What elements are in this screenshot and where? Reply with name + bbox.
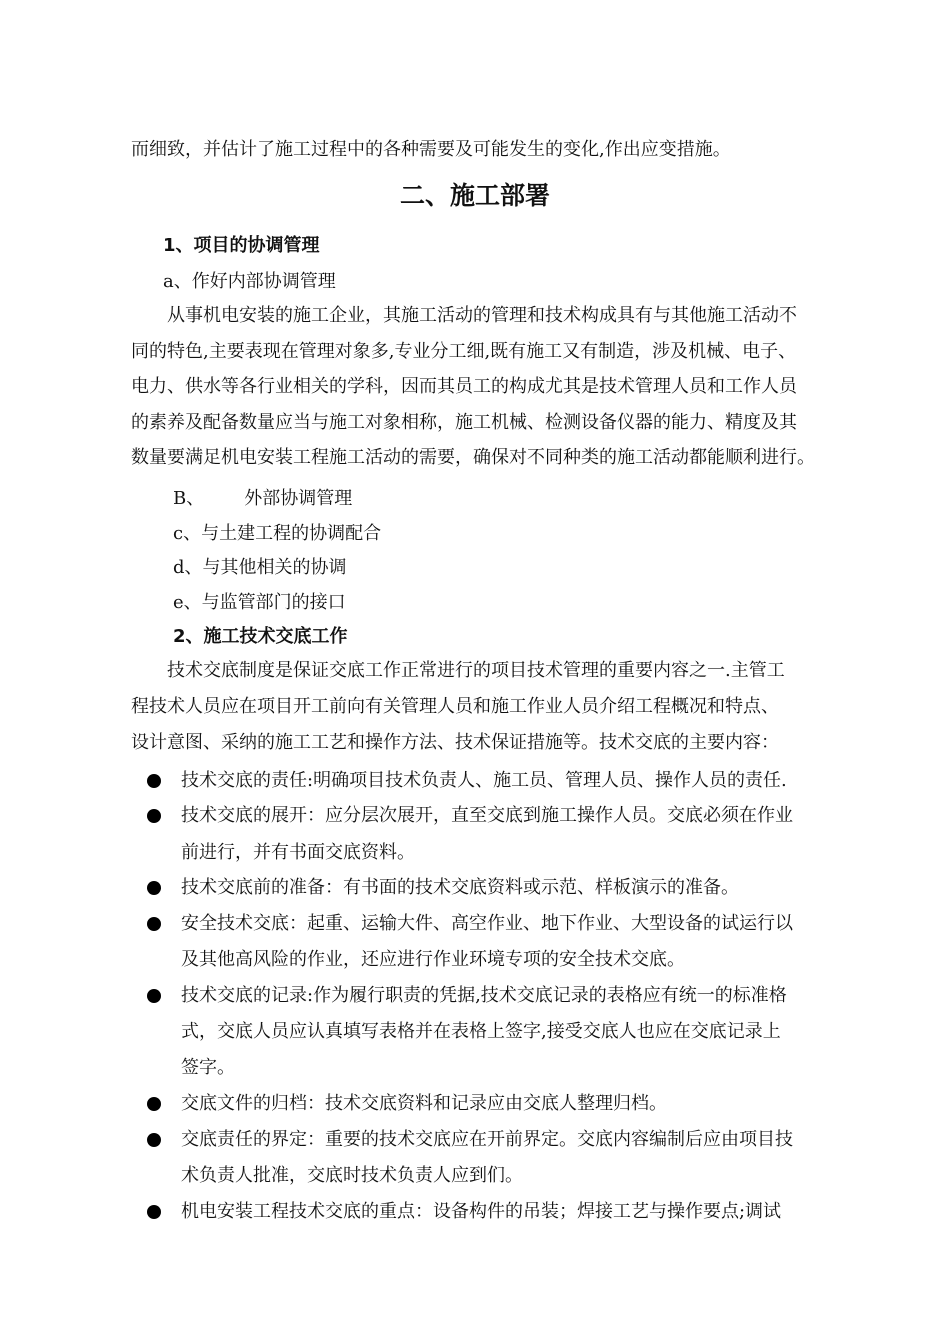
bullet-text: 技术交底的展开：应分层次展开，直至交底到施工操作人员。交底必须在作业 [181, 805, 793, 826]
sub-item-b-label: B、 [173, 488, 205, 509]
bullet-text: 机电安装工程技术交底的重点：设备构件的吊装；焊接工艺与操作要点;调试 [181, 1201, 782, 1222]
sub-item-c: c、与土建工程的协调配合 [173, 523, 382, 544]
bullet-text: 技术交底的责任:明确项目技术负责人、施工员、管理人员、操作人员的责任. [181, 770, 787, 791]
bullet-text: 交底责任的界定：重要的技术交底应在开前界定。交底内容编制后应由项目技 [181, 1129, 793, 1150]
bullet-text: 及其他高风险的作业，还应进行作业环境专项的安全技术交底。 [181, 949, 685, 970]
bullet-dot [147, 1205, 161, 1219]
sub-item-b-text: 外部协调管理 [244, 488, 353, 509]
bullet-dot [147, 809, 161, 823]
bullet-text: 前进行，并有书面交底资料。 [181, 842, 415, 863]
paragraph-line: 程技术人员应在项目开工前向有关管理人员和施工作业人员介绍工程概况和特点、 [131, 696, 779, 717]
sub-item-e: e、与监管部门的接口 [173, 592, 346, 613]
heading-tech-briefing: 2、施工技术交底工作 [173, 626, 348, 647]
bullet-text: 安全技术交底：起重、运输大件、高空作业、地下作业、大型设备的试运行以 [181, 913, 793, 934]
paragraph-line: 数量要满足机电安装工程施工活动的需要，确保对不同种类的施工活动都能顺利进行。 [131, 447, 815, 468]
paragraph-line: 设计意图、采纳的施工工艺和操作方法、技术保证措施等。技术交底的主要内容： [131, 732, 779, 753]
sub-item-a: a、作好内部协调管理 [163, 271, 336, 292]
section-title: 二、施工部署 [399, 181, 550, 210]
sub-item-b [173, 487, 352, 511]
heading-project-coordination: 1、项目的协调管理 [163, 235, 320, 256]
bullet-text: 术负责人批准，交底时技术负责人应到们。 [181, 1165, 523, 1186]
bullet-text: 签字。 [181, 1057, 235, 1078]
paragraph-line: 技术交底制度是保证交底工作正常进行的项目技术管理的重要内容之一.主管工 [167, 660, 785, 681]
sub-item-d: d、与其他相关的协调 [173, 557, 347, 578]
bullet-text: 技术交底前的准备：有书面的技术交底资料或示范、样板演示的准备。 [181, 877, 739, 898]
paragraph-line: 的素养及配备数量应当与施工对象相称，施工机械、检测设备仪器的能力、精度及其 [131, 412, 797, 433]
bullet-dot [147, 1133, 161, 1147]
bullet-dot [147, 1097, 161, 1111]
bullet-dot [147, 774, 161, 788]
paragraph-line: 从事机电安装的施工企业，其施工活动的管理和技术构成具有与其他施工活动不 [167, 305, 797, 326]
bullet-dot [147, 989, 161, 1003]
bullet-text: 技术交底的记录:作为履行职责的凭据,技术交底记录的表格应有统一的标准格 [181, 985, 787, 1006]
intro-tail-line: 而细致，并估计了施工过程中的各种需要及可能发生的变化,作出应变措施。 [131, 139, 731, 160]
bullet-text: 交底文件的归档：技术交底资料和记录应由交底人整理归档。 [181, 1093, 667, 1114]
bullet-dot [147, 917, 161, 931]
paragraph-line: 电力、供水等各行业相关的学科，因而其员工的构成尤其是技术管理人员和工作人员 [131, 376, 797, 397]
bullet-dot [147, 881, 161, 895]
paragraph-line: 同的特色,主要表现在管理对象多,专业分工细,既有施工又有制造，涉及机械、电子、 [131, 341, 797, 362]
bullet-text: 式，交底人员应认真填写表格并在表格上签字,接受交底人也应在交底记录上 [181, 1021, 781, 1042]
